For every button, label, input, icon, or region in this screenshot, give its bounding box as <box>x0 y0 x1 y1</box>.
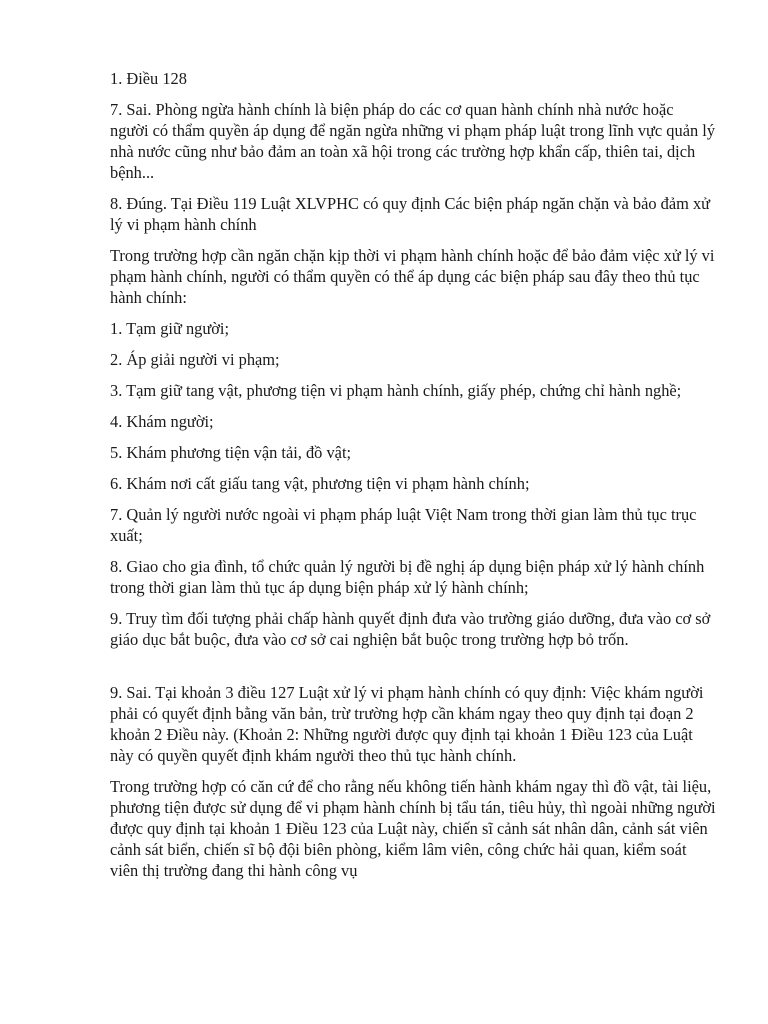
list-item: 2. Áp giải người vi phạm; <box>110 350 280 369</box>
paragraph-heading: 1. Điều 128 <box>110 69 187 88</box>
paragraph-intro: Trong trường hợp cần ngăn chặn kịp thời vi phạm hành chính hoặc để bảo đảm việc xử lý vi phạm hành chính, người có thẩm quyền có thể áp dụng các biện pháp sau đây theo thủ tục hành chính: <box>110 246 715 307</box>
list-item: 9. Truy tìm đối tượng phải chấp hành quyết định đưa vào trường giáo dưỡng, đưa vào cơ sở giáo dục bắt buộc, đưa vào cơ sở cai nghiện bắt buộc trong trường hợp bỏ trốn. <box>110 609 711 649</box>
paragraph-answer-8: 8. Đúng. Tại Điều 119 Luật XLVPHC có quy định Các biện pháp ngăn chặn và bảo đảm xử lý vi phạm hành chính <box>110 194 711 234</box>
paragraph-answer-9: 9. Sai. Tại khoản 3 điều 127 Luật xử lý vi phạm hành chính có quy định: Việc khám người phải có quyết định bằng văn bản, trừ trường hợp cần khám ngay theo quy định tại đoạn 2 khoản 2 Điều này. (Khoản 2: Những người được quy định tại khoản 1 Điều 123 của Luật này có quyền quyết định khám người theo thủ tục hành chính. <box>110 683 704 765</box>
list-item: 5. Khám phương tiện vận tải, đồ vật; <box>110 443 352 462</box>
paragraph-answer-7: 7. Sai. Phòng ngừa hành chính là biện pháp do các cơ quan hành chính nhà nước hoặc người có thẩm quyền áp dụng để ngăn ngừa những vi phạm pháp luật trong lĩnh vực quản lý nhà nước cũng như bảo đảm an toàn xã hội trong các trường hợp khẩn cấp, thiên tai, dịch bệnh... <box>110 100 716 182</box>
document-body <box>110 68 716 891</box>
list-item: 1. Tạm giữ người; <box>110 319 230 338</box>
list-item: 8. Giao cho gia đình, tổ chức quản lý người bị đề nghị áp dụng biện pháp xử lý hành chính trong thời gian làm thủ tục áp dụng biện pháp xử lý hành chính; <box>110 557 705 597</box>
list-item: 6. Khám nơi cất giấu tang vật, phương tiện vi phạm hành chính; <box>110 474 530 493</box>
list-item: 3. Tạm giữ tang vật, phương tiện vi phạm hành chính, giấy phép, chứng chỉ hành nghề; <box>110 381 682 400</box>
list-item: 7. Quản lý người nước ngoài vi phạm pháp luật Việt Nam trong thời gian làm thủ tục trục xuất; <box>110 505 697 545</box>
paragraph-continuation: Trong trường hợp có căn cứ để cho rằng nếu không tiến hành khám ngay thì đồ vật, tài liệu, phương tiện được sử dụng để vi phạm hành chính bị tẩu tán, tiêu hủy, thì ngoài những người được quy định tại khoản 1 Điều 123 của Luật này, chiến sĩ cảnh sát nhân dân, cảnh sát viên cảnh sát biển, chiến sĩ bộ đội biên phòng, kiểm lâm viên, công chức hải quan, kiểm soát viên thị trường đang thi hành công vụ <box>110 777 716 880</box>
list-item: 4. Khám người; <box>110 412 214 431</box>
